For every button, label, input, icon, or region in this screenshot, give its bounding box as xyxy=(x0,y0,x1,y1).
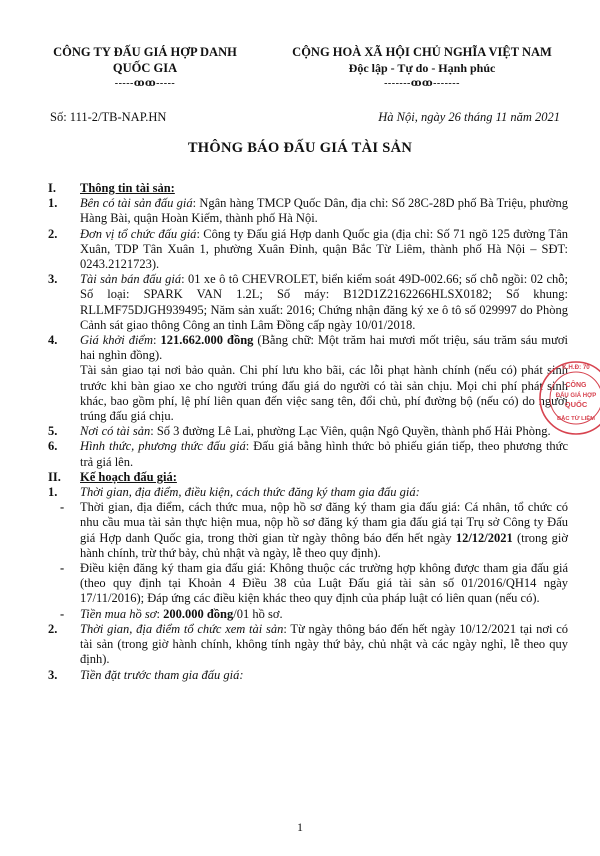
item-number: 2. xyxy=(48,621,58,636)
item-text: : Số 3 đường Lê Lai, phường Lạc Viên, quận Ngô Quyền, thành phố Hải Phòng. xyxy=(150,424,551,439)
page-number: 1 xyxy=(297,820,303,834)
item-asset-location xyxy=(48,424,568,439)
company-header xyxy=(50,44,240,92)
sub-item-registration-time xyxy=(48,500,568,561)
item-text: : Ngân hàng TMCP Quốc Dân, địa chỉ: Số 28C-28D phố Bà Triệu, phường Hàng Bài, quận Hoàn Kiếm, thành phố Hà Nội. xyxy=(80,196,569,226)
sub-item-label: Tiền mua hồ sơ xyxy=(80,606,157,621)
item-text: : 01 xe ô tô CHEVROLET, biển kiểm soát 49D-002.66; số chỗ ngồi: 02 chỗ; Số loại: SPARK VAN 1.2L; Số máy: B12D1Z2162266HLSX0182; Số khung: RLLMF75DJGH939495; Năm sản xuất: 2016; Chứng nhận đăng ký xe ô tô số 029997 do Phòng Cảnh sát giao thông Công an tỉnh Lâm Đồng cấp ngày 10/01/2018. xyxy=(80,272,568,332)
item-label: Tài sản bán đấu giá xyxy=(80,272,182,287)
item-number: 2. xyxy=(48,226,58,241)
item-colon: : xyxy=(239,667,244,682)
sub-item-text: Điều kiện đăng ký tham gia đấu giá: Không thuộc các trường hợp không được tham gia đấu giá (theo quy định tại Khoản 4 Điều 38 của Luật Đấu giá tài sản số 01/2016/QH14 ngày 17/11/2016); Đáp ứng các điều kiện khác theo quy định của pháp luật có liên quan (nếu có). xyxy=(80,561,568,606)
dossier-fee-value: 200.000 đồng xyxy=(163,606,234,621)
item-number: 5. xyxy=(48,424,58,439)
company-seal-stamp xyxy=(538,360,600,436)
item-text: : Công ty Đấu giá Hợp danh Quốc gia (địa chỉ: Số 71 ngõ 125 đường Tân Xuân, TDP Tân Xuân 1, phường Xuân Đỉnh, quận Bắc Từ Liêm, thành phố Hà Nội – SĐT: 0243.2121723). xyxy=(80,226,568,272)
item-text: (Bằng chữ: Một trăm hai mươi mốt triệu, sáu trăm sáu mươi hai nghìn đồng). xyxy=(80,333,568,363)
item-starting-price-note: Tài sản giao tại nơi bảo quản. Chi phí lưu kho bãi, các lỗi phạt hành chính (nếu có) phát sinh trước khi bàn giao xe cho người trúng đấu giá do người có tài sản chịu. Mọi chi phí phát sinh khác, bao gồm phí, lệ phí liên quan đến việc sang tên, đổi chủ, phí đường bộ (nếu có) do người trúng đấu giá chịu. xyxy=(80,363,568,424)
item-label: Giá khởi điểm xyxy=(80,333,154,348)
document-date: Hà Nội, ngày 26 tháng 11 năm 2021 xyxy=(378,110,560,124)
sub-item-tail: (trong giờ hành chính, trừ thứ bảy, chủ nhật và ngày, lễ theo quy định). xyxy=(80,530,568,560)
sub-item-sep: : xyxy=(156,606,164,621)
item-number: 4. xyxy=(48,333,58,348)
section-1-heading xyxy=(48,181,568,196)
national-title: CỘNG HOÀ XÃ HỘI CHỦ NGHĨA VIỆT NAM xyxy=(292,45,552,59)
item-number: 3. xyxy=(48,667,58,682)
item-asset-for-sale xyxy=(48,272,568,333)
section-2-heading xyxy=(48,470,568,485)
section-label: Kế hoạch đấu giá: xyxy=(80,469,177,484)
seal-line-2: ĐẤU GIÁ HỢP xyxy=(555,393,597,399)
item-number: 1. xyxy=(48,196,58,211)
item-auction-organizer xyxy=(48,227,568,273)
item-deposit xyxy=(48,668,568,683)
sub-item-registration-conditions xyxy=(48,561,568,607)
section-label: Thông tin tài sản: xyxy=(80,181,175,195)
item-label: Thời gian, địa điểm tổ chức xem tài sản xyxy=(80,621,284,636)
item-colon: : xyxy=(415,485,420,500)
item-text: : Từ ngày thông báo đến hết ngày 10/12/2021 tại nơi có tài sản (trong giờ hành chính, không tính ngày thứ bảy, chủ nhật và các ngày nghỉ, lễ theo quy định). xyxy=(80,621,568,667)
seal-lettering xyxy=(556,364,596,422)
item-registration xyxy=(48,485,568,500)
header-ornament-left: -----ꝏꝏ----- xyxy=(114,78,176,89)
seal-ring-text: K.H.Đ: 70 xyxy=(562,364,590,371)
item-starting-price xyxy=(48,333,568,363)
item-label: Thời gian, địa điểm, điều kiện, cách thức đăng ký tham gia đấu giá xyxy=(80,485,416,500)
registration-deadline: 12/12/2021 xyxy=(455,530,513,545)
national-header xyxy=(272,44,572,92)
section-number: I. xyxy=(48,181,56,195)
item-number: 6. xyxy=(48,439,58,454)
item-label: Hình thức, phương thức đấu giá xyxy=(80,439,246,454)
item-label: Đơn vị tổ chức đấu giá xyxy=(80,226,197,241)
national-motto: Độc lập - Tự do - Hạnh phúc xyxy=(348,61,496,75)
sub-item-text: Thời gian, địa điểm, cách thức mua, nộp hồ sơ đăng ký tham gia đấu giá: Cá nhân, tổ chức có nhu cầu mua tài sản thực hiện mua, nộp hồ sơ đăng ký tham gia đấu giá tại Trụ sở Công ty Đấu giá Hợp danh Quốc gia, trong thời gian từ ngày thông báo đến hết ngày xyxy=(80,500,568,545)
item-sep: : xyxy=(153,333,161,348)
document-title: THÔNG BÁO ĐẤU GIÁ TÀI SẢN xyxy=(187,140,413,156)
header-ornament-right: -------ꝏꝏ------- xyxy=(384,78,460,89)
item-number: 3. xyxy=(48,272,58,287)
sub-item-dossier-fee xyxy=(48,607,568,622)
dash-marker: - xyxy=(60,500,65,515)
item-label: Nơi có tài sản xyxy=(80,424,151,439)
item-viewing xyxy=(48,622,568,668)
item-asset-owner xyxy=(48,196,568,226)
seal-line-3: QUỐC xyxy=(564,400,588,409)
seal-line-1: CÔNG xyxy=(565,382,587,389)
dash-marker: - xyxy=(60,606,65,621)
dash-marker: - xyxy=(60,561,65,576)
item-label: Bên có tài sản đấu giá xyxy=(80,196,193,211)
sub-item-tail: /01 hồ sơ. xyxy=(233,606,283,621)
item-label: Tiền đặt trước tham gia đấu giá xyxy=(80,667,240,682)
document-body xyxy=(48,181,568,683)
item-auction-method xyxy=(48,439,568,469)
company-name-line1: CÔNG TY ĐẤU GIÁ HỢP DANH xyxy=(53,45,237,59)
seal-line-4: BẮC TỪ LIÊM xyxy=(557,416,595,422)
item-text: : Đấu giá bằng hình thức bỏ phiếu gián tiếp, theo phương thức trả giá lên. xyxy=(80,439,569,469)
starting-price-value: 121.662.000 đồng xyxy=(160,333,254,348)
company-name-line2: QUỐC GIA xyxy=(112,61,178,75)
section-number: II. xyxy=(48,469,61,484)
item-number: 1. xyxy=(48,485,58,500)
document-number: Số: 111-2/TB-NAP.HN xyxy=(50,110,167,124)
